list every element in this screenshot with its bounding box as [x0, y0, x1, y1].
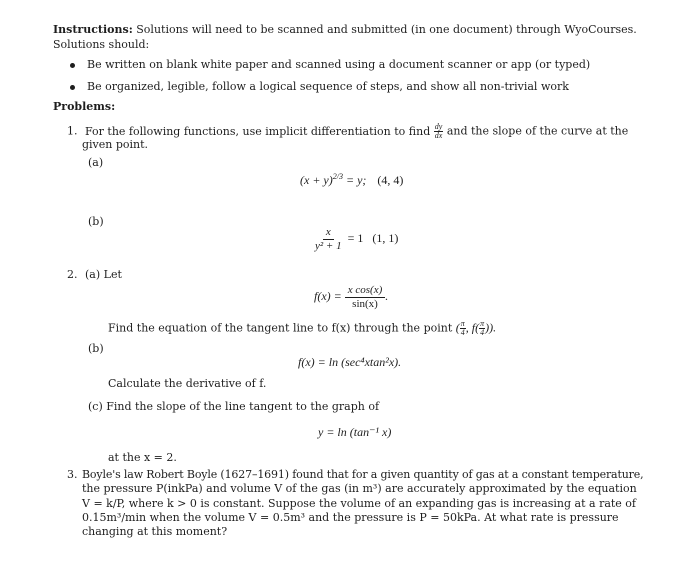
equation-2c: y = ln (tan⁻¹ x) — [318, 425, 392, 439]
problems-heading: Problems: — [53, 100, 116, 113]
instructions-line2: Solutions should: — [53, 38, 150, 51]
bullet-icon — [70, 63, 75, 68]
bullet-text: Be written on blank white paper and scanned using a document scanner or app (or typed) — [87, 58, 591, 71]
pi-over-4: $\frac{\pi}{4}$ — [460, 319, 465, 337]
equation-2a: f(x) = $\frac{\text{x cos(x)}}{\sin(x)}$ . — [314, 284, 389, 310]
part-b-label: (b) — [88, 342, 104, 355]
dy-dx-fraction: $\frac{dy}{dx}$ — [434, 122, 443, 140]
problem-number: 1. — [67, 124, 78, 138]
fraction-1b: $\frac{x}{\text{y² + 1}}$ — [315, 226, 342, 252]
equation-1b: $\frac{x}{\text{y² + 1}}$ = 1 (1, 1) — [312, 226, 398, 252]
pi-over-4: $\frac{\pi}{4}$ — [480, 319, 485, 337]
problem-1-text-b: and the slope of the curve at the — [446, 124, 629, 138]
problem-2-line1 — [67, 268, 122, 282]
instructions-line — [53, 23, 637, 37]
problem-1-text-a: For the following functions, use implicit differentiation to find — [85, 124, 431, 138]
problem-1-line2: given point. — [82, 138, 149, 151]
bullet-item — [70, 80, 569, 94]
task-2b: Calculate the derivative of f. — [108, 377, 267, 390]
problem-number: 3. — [67, 468, 78, 481]
fraction-2a: $\frac{\text{x cos(x)}}{\sin(x)}$ — [345, 284, 386, 310]
problem-3-line: V = k/P, where k > 0 is constant. Suppose the volume of an expanding gas is increasing at a rate of — [82, 496, 637, 510]
point-1b: (1, 1) — [372, 230, 399, 245]
instructions-text: Solutions will need to be scanned and submitted (in one document) through WyoCourses. — [136, 23, 637, 36]
equation-2b: f(x) = ln (sec⁴xtan²x). — [298, 355, 402, 369]
problem-3-text — [82, 468, 644, 539]
part-a-label: (a) Let — [85, 268, 122, 281]
part-b-label: (b) — [88, 215, 104, 228]
part-a-label: (a) — [88, 156, 104, 169]
problem-3-line: the pressure P(inkPa) and volume V of the gas (in m³) are accurately approximated by the equation — [82, 482, 637, 496]
part-c-text: (c) Find the slope of the line tangent to the graph of — [88, 400, 380, 413]
bullet-text: Be organized, legible, follow a logical sequence of steps, and show all non-trivial work — [87, 80, 569, 93]
instructions-label: Instructions: — [53, 23, 133, 36]
problem-1-line1 — [67, 123, 628, 140]
bullet-item — [70, 58, 590, 72]
problem-number: 2. — [67, 268, 78, 281]
task-2a: Find the equation of the tangent line to f(x) through the point ( $\frac{\pi}{4}$ , f( $\frac{\pi}{4}$ )). — [108, 319, 497, 337]
equation-1a: $(x + y)^{2/3} = y$; (4, 4) — [300, 172, 404, 187]
bullet-icon — [70, 85, 75, 90]
point-1a: (4, 4) — [377, 173, 404, 187]
part-c-at: at the x = 2. — [108, 451, 177, 464]
problem-3-line: 0.15m³/min when the volume V = 0.5m³ and the pressure is P = 50kPa. At what rate is pressure — [82, 510, 619, 524]
problem-3-line: Boyle's law Robert Boyle (1627–1691) found that for a given quantity of gas at a constant temperature, — [82, 468, 644, 481]
problem-3-line: changing at this moment? — [82, 525, 228, 539]
